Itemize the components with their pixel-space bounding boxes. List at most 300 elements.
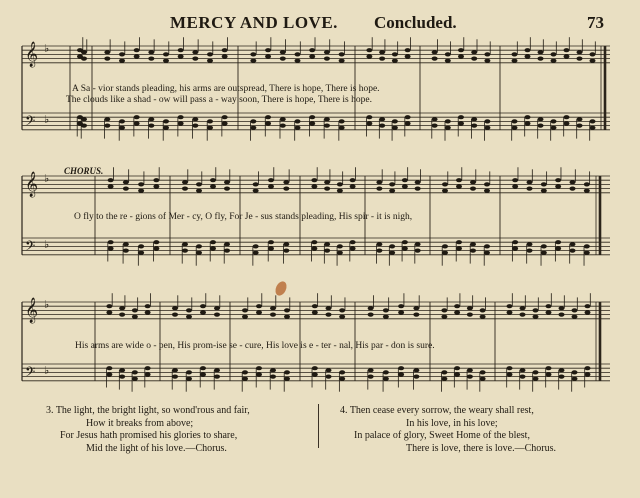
notehead xyxy=(222,115,228,119)
notehead xyxy=(119,306,125,310)
notehead xyxy=(145,366,151,370)
notehead xyxy=(441,315,447,319)
notehead xyxy=(339,59,345,63)
notehead xyxy=(570,180,576,184)
notehead xyxy=(270,375,276,379)
notehead xyxy=(441,370,447,374)
notehead xyxy=(445,119,451,123)
notehead xyxy=(559,313,565,317)
notehead xyxy=(350,184,356,188)
notehead xyxy=(458,115,464,119)
notehead xyxy=(512,52,518,56)
notehead xyxy=(280,50,286,54)
notehead xyxy=(153,184,159,188)
notehead xyxy=(512,246,518,250)
notehead xyxy=(527,249,533,253)
notehead xyxy=(572,377,578,381)
notehead xyxy=(123,242,129,246)
notehead xyxy=(280,57,286,61)
notehead xyxy=(525,115,531,119)
notehead xyxy=(512,240,518,244)
notehead xyxy=(242,377,248,381)
notehead xyxy=(210,184,216,188)
notehead xyxy=(445,52,451,56)
notehead xyxy=(224,187,230,191)
notehead xyxy=(458,48,464,52)
notehead xyxy=(132,370,138,374)
notehead xyxy=(590,126,596,130)
notehead xyxy=(119,375,125,379)
notehead xyxy=(324,50,330,54)
notehead xyxy=(207,126,213,130)
notehead xyxy=(445,126,451,130)
notehead xyxy=(119,119,125,123)
notehead xyxy=(200,366,206,370)
notehead xyxy=(283,249,289,253)
notehead xyxy=(368,368,374,372)
notehead xyxy=(309,121,315,125)
notehead xyxy=(123,249,129,253)
notehead xyxy=(484,52,490,56)
notehead xyxy=(153,178,159,182)
notehead xyxy=(284,308,290,312)
notehead xyxy=(541,182,547,186)
notehead xyxy=(265,54,271,58)
notehead xyxy=(214,313,220,317)
notehead xyxy=(471,57,477,61)
notehead xyxy=(405,121,411,125)
notehead xyxy=(163,59,169,63)
notehead xyxy=(268,240,274,244)
notehead xyxy=(172,368,178,372)
notehead xyxy=(350,240,356,244)
notehead xyxy=(572,308,578,312)
hymn-title: MERCY AND LOVE. xyxy=(170,13,338,32)
notehead xyxy=(256,304,262,308)
notehead xyxy=(108,178,114,182)
notehead xyxy=(106,304,112,308)
notehead xyxy=(507,304,513,308)
notehead xyxy=(456,184,462,188)
notehead xyxy=(572,370,578,374)
notehead xyxy=(265,48,271,52)
notehead xyxy=(389,182,395,186)
notehead xyxy=(366,121,372,125)
notehead xyxy=(507,372,513,376)
notehead xyxy=(250,52,256,56)
notehead xyxy=(265,121,271,125)
notehead xyxy=(559,375,565,379)
notehead xyxy=(405,54,411,58)
verse-4-line-1: 4. Then cease every sorrow, the weary shall rest, xyxy=(340,405,534,416)
notehead xyxy=(270,313,276,317)
notehead xyxy=(432,117,438,121)
notehead xyxy=(484,119,490,123)
flat-icon: ♭ xyxy=(44,113,50,127)
notehead xyxy=(339,377,345,381)
page-number: 73 xyxy=(587,13,604,32)
verse-divider xyxy=(318,404,319,448)
verse-4-line-4: There is love, there is love.—Chorus. xyxy=(406,442,556,454)
notehead xyxy=(242,308,248,312)
notehead xyxy=(280,124,286,128)
notehead xyxy=(555,178,561,182)
notehead xyxy=(366,54,372,58)
flat-icon: ♭ xyxy=(44,297,50,311)
notehead xyxy=(470,180,476,184)
notehead xyxy=(186,370,192,374)
notehead xyxy=(81,57,87,61)
notehead xyxy=(512,178,518,182)
notehead xyxy=(250,59,256,63)
notehead xyxy=(138,244,144,248)
notehead xyxy=(256,372,262,376)
notehead xyxy=(527,180,533,184)
notehead xyxy=(467,368,473,372)
notehead xyxy=(570,187,576,191)
notehead xyxy=(564,121,570,125)
notehead xyxy=(242,370,248,374)
flat-icon: ♭ xyxy=(44,41,50,55)
notehead xyxy=(379,50,385,54)
notehead xyxy=(106,372,112,376)
notehead xyxy=(339,52,345,56)
notehead xyxy=(507,366,513,370)
notehead xyxy=(541,189,547,193)
notehead xyxy=(432,50,438,54)
notehead xyxy=(398,310,404,314)
notehead xyxy=(270,306,276,310)
notehead xyxy=(210,240,216,244)
notehead xyxy=(311,240,317,244)
notehead xyxy=(389,251,395,255)
notehead xyxy=(484,126,490,130)
notehead xyxy=(441,377,447,381)
notehead xyxy=(366,115,372,119)
notehead xyxy=(138,189,144,193)
notehead xyxy=(200,304,206,308)
notehead xyxy=(119,52,125,56)
notehead xyxy=(108,246,114,250)
notehead xyxy=(432,124,438,128)
flat-icon: ♭ xyxy=(44,238,50,252)
notehead xyxy=(533,315,539,319)
notehead xyxy=(392,119,398,123)
notehead xyxy=(339,119,345,123)
notehead xyxy=(106,310,112,314)
notehead xyxy=(471,117,477,121)
notehead xyxy=(520,368,526,372)
notehead xyxy=(484,182,490,186)
notehead xyxy=(312,372,318,376)
notehead xyxy=(525,54,531,58)
notehead xyxy=(368,306,374,310)
notehead xyxy=(132,308,138,312)
notehead xyxy=(104,117,110,121)
notehead xyxy=(413,368,419,372)
notehead xyxy=(224,242,230,246)
notehead xyxy=(585,366,591,370)
treble-clef-icon: 𝄞 xyxy=(25,42,39,68)
notehead xyxy=(253,182,259,186)
notehead xyxy=(559,368,565,372)
notehead xyxy=(108,240,114,244)
notehead xyxy=(295,119,301,123)
notehead xyxy=(295,52,301,56)
notehead xyxy=(324,249,330,253)
notehead xyxy=(432,57,438,61)
notehead xyxy=(585,304,591,308)
notehead xyxy=(383,315,389,319)
notehead xyxy=(270,368,276,372)
notehead xyxy=(584,189,590,193)
system2-lyrics: O fly to the re - gions of Mer - cy, O fly, For Je - sus stands pleading, His spir - it is nigh, xyxy=(74,212,413,222)
notehead xyxy=(379,124,385,128)
notehead xyxy=(145,310,151,314)
notehead xyxy=(119,126,125,130)
notehead xyxy=(584,251,590,255)
notehead xyxy=(383,370,389,374)
notehead xyxy=(520,306,526,310)
notehead xyxy=(402,240,408,244)
notehead xyxy=(119,59,125,63)
notehead xyxy=(153,240,159,244)
notehead xyxy=(454,310,460,314)
notehead xyxy=(268,184,274,188)
notehead xyxy=(538,117,544,121)
notehead xyxy=(312,366,318,370)
notehead xyxy=(577,57,583,61)
notehead xyxy=(520,313,526,317)
notehead xyxy=(148,117,154,121)
notehead xyxy=(389,244,395,248)
notehead xyxy=(339,126,345,130)
notehead xyxy=(242,315,248,319)
notehead xyxy=(405,115,411,119)
notehead xyxy=(577,124,583,128)
notehead xyxy=(182,242,188,246)
system1-lyrics-line1: A Sa - vior stands pleading, his arms are outspread, There is hope, There is hope. xyxy=(72,84,380,94)
notehead xyxy=(222,48,228,52)
notehead xyxy=(119,313,125,317)
notehead xyxy=(309,48,315,52)
notehead xyxy=(104,124,110,128)
notehead xyxy=(192,124,198,128)
notehead xyxy=(555,184,561,188)
notehead xyxy=(484,244,490,248)
notehead xyxy=(392,126,398,130)
notehead xyxy=(368,313,374,317)
notehead xyxy=(413,313,419,317)
notehead xyxy=(253,189,259,193)
notehead xyxy=(577,50,583,54)
notehead xyxy=(564,54,570,58)
flat-icon: ♭ xyxy=(44,364,50,378)
notehead xyxy=(309,54,315,58)
notehead xyxy=(470,187,476,191)
notehead xyxy=(81,50,87,54)
notehead xyxy=(398,372,404,376)
notehead xyxy=(134,48,140,52)
notehead xyxy=(192,117,198,121)
notehead xyxy=(454,304,460,308)
notehead xyxy=(541,244,547,248)
notehead xyxy=(214,306,220,310)
notehead xyxy=(392,59,398,63)
verse-4 xyxy=(340,405,556,455)
notehead xyxy=(309,115,315,119)
verse-3-line-2: How it breaks from above; xyxy=(86,417,194,429)
notehead xyxy=(123,180,129,184)
notehead xyxy=(178,115,184,119)
notehead xyxy=(253,251,259,255)
notehead xyxy=(379,117,385,121)
notehead xyxy=(200,310,206,314)
notehead xyxy=(210,178,216,182)
verse-3-line-4: Mid the light of his love.—Chorus. xyxy=(86,442,227,454)
notehead xyxy=(507,310,513,314)
notehead xyxy=(132,377,138,381)
notehead xyxy=(512,119,518,123)
notehead xyxy=(538,57,544,61)
notehead xyxy=(200,372,206,376)
notehead xyxy=(480,377,486,381)
notehead xyxy=(268,178,274,182)
notehead xyxy=(182,180,188,184)
notehead xyxy=(564,115,570,119)
notehead xyxy=(108,184,114,188)
notehead xyxy=(337,189,343,193)
notehead xyxy=(250,119,256,123)
notehead xyxy=(441,308,447,312)
notehead xyxy=(454,372,460,376)
notehead xyxy=(590,59,596,63)
notehead xyxy=(337,251,343,255)
notehead xyxy=(182,187,188,191)
notehead xyxy=(398,304,404,308)
notehead xyxy=(207,59,213,63)
notehead xyxy=(538,124,544,128)
notehead xyxy=(402,178,408,182)
notehead xyxy=(533,377,539,381)
notehead xyxy=(138,182,144,186)
system3-lyrics: His arms are wide o - pen, His prom-ise se - cure, His love is e - ter - nal, His par - don is sure. xyxy=(75,341,435,351)
notehead xyxy=(324,117,330,121)
notehead xyxy=(541,251,547,255)
notehead xyxy=(324,124,330,128)
notehead xyxy=(283,180,289,184)
notehead xyxy=(585,372,591,376)
notehead xyxy=(324,187,330,191)
notehead xyxy=(525,121,531,125)
notehead xyxy=(480,308,486,312)
notehead xyxy=(442,189,448,193)
verse-3-line-3: For Jesus hath promised his glories to share, xyxy=(60,430,238,442)
notehead xyxy=(366,48,372,52)
notehead xyxy=(445,59,451,63)
notehead xyxy=(182,249,188,253)
notehead xyxy=(551,52,557,56)
notehead xyxy=(268,246,274,250)
notehead xyxy=(405,48,411,52)
notehead xyxy=(564,48,570,52)
notehead xyxy=(224,249,230,253)
notehead xyxy=(337,182,343,186)
notehead xyxy=(590,119,596,123)
notehead xyxy=(339,315,345,319)
notehead xyxy=(106,366,112,370)
notehead xyxy=(148,57,154,61)
notehead xyxy=(527,187,533,191)
notehead xyxy=(196,182,202,186)
notehead xyxy=(81,117,87,121)
notehead xyxy=(148,50,154,54)
notehead xyxy=(512,59,518,63)
notehead xyxy=(312,310,318,314)
notehead xyxy=(584,182,590,186)
notehead xyxy=(207,119,213,123)
notehead xyxy=(350,178,356,182)
notehead xyxy=(283,187,289,191)
notehead xyxy=(456,240,462,244)
notehead xyxy=(134,54,140,58)
notehead xyxy=(480,370,486,374)
notehead xyxy=(326,313,332,317)
verse-3-line-1: 3. The light, the bright light, so wond'rous and fair, xyxy=(46,405,250,416)
notehead xyxy=(311,184,317,188)
treble-clef-icon: 𝄞 xyxy=(25,298,39,324)
notehead xyxy=(253,244,259,248)
notehead xyxy=(442,251,448,255)
notehead xyxy=(295,59,301,63)
verse-3 xyxy=(46,405,250,455)
notehead xyxy=(383,308,389,312)
notehead xyxy=(104,50,110,54)
notehead xyxy=(551,59,557,63)
notehead xyxy=(81,124,87,128)
notehead xyxy=(383,377,389,381)
notehead xyxy=(326,306,332,310)
treble-clef-icon: 𝄞 xyxy=(25,172,39,198)
notehead xyxy=(145,372,151,376)
notehead xyxy=(350,246,356,250)
notehead xyxy=(402,246,408,250)
notehead xyxy=(178,121,184,125)
notehead xyxy=(284,315,290,319)
notehead xyxy=(570,249,576,253)
notehead xyxy=(339,308,345,312)
notehead xyxy=(520,375,526,379)
notehead xyxy=(546,310,552,314)
notehead xyxy=(196,189,202,193)
notehead xyxy=(471,124,477,128)
notehead xyxy=(415,242,421,246)
notehead xyxy=(163,126,169,130)
notehead xyxy=(376,242,382,246)
verse-4-line-3: In palace of glory, Sweet Home of the blest, xyxy=(354,430,530,442)
notehead xyxy=(454,366,460,370)
notehead xyxy=(413,375,419,379)
notehead xyxy=(148,124,154,128)
notehead xyxy=(214,375,220,379)
notehead xyxy=(415,249,421,253)
notehead xyxy=(186,308,192,312)
notehead xyxy=(337,244,343,248)
notehead xyxy=(224,180,230,184)
notehead xyxy=(442,182,448,186)
notehead xyxy=(134,115,140,119)
notehead xyxy=(312,304,318,308)
